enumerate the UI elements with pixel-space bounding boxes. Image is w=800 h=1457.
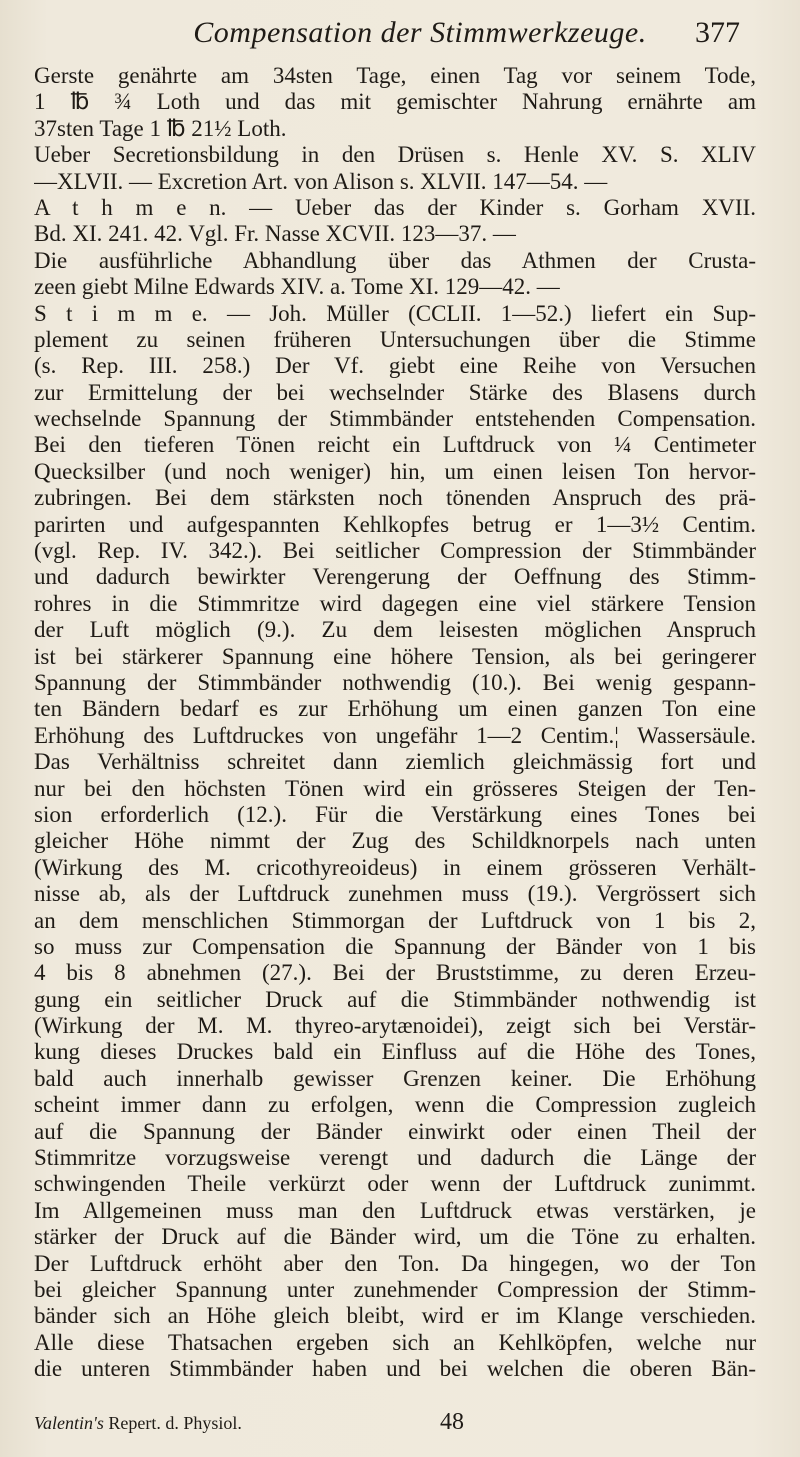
text-line: Die ausführliche Abhandlung über das Athmen der Crusta- bbox=[34, 247, 756, 273]
text-line: rohres in die Stimmritze wird dagegen eine viel stärkere Tension bbox=[34, 590, 756, 616]
text-line: nur bei den höchsten Tönen wird ein grösseres Steigen der Ten- bbox=[34, 775, 756, 801]
text-line: sion erforderlich (12.). Für die Verstärkung eines Tones bei bbox=[34, 801, 756, 827]
body-text bbox=[34, 63, 756, 1383]
text-line: wechselnde Spannung der Stimmbänder entstehenden Compensation. bbox=[34, 406, 756, 432]
text-line: gleicher Höhe nimmt der Zug des Schildknorpels nach unten bbox=[34, 828, 756, 854]
text-line: 1 ℔ ¾ Loth und das mit gemischter Nahrung ernährte am bbox=[34, 89, 756, 115]
text-line: die unteren Stimmbänder haben und bei welchen die oberen Bän- bbox=[34, 1356, 756, 1382]
text-line: schwingenden Theile verkürzt oder wenn der Luftdruck zunimmt. bbox=[34, 1171, 756, 1197]
text-line: (Wirkung des M. cricothyreoideus) in einem grösseren Verhält- bbox=[34, 854, 756, 880]
text-line: nisse ab, als der Luftdruck zunehmen muss (19.). Vergrössert sich bbox=[34, 881, 756, 907]
signature-mark: 48 bbox=[440, 1409, 464, 1435]
text-line: 37sten Tage 1 ℔ 21½ Loth. bbox=[34, 115, 287, 141]
page-footer bbox=[34, 1409, 756, 1443]
text-line: bei gleicher Spannung unter zunehmender Compression der Stimm- bbox=[34, 1276, 756, 1302]
text-line: stärker der Druck auf die Bänder wird, um die Töne zu erhalten. bbox=[34, 1224, 756, 1250]
text-line: (s. Rep. III. 258.) Der Vf. giebt eine Reihe von Versuchen bbox=[34, 353, 756, 379]
text-line: Quecksilber (und noch weniger) hin, um einen leisen Ton hervor- bbox=[34, 458, 756, 484]
text-line: zur Ermittelung der bei wechselnder Stärke des Blasens durch bbox=[34, 379, 756, 405]
text-line: Bei den tieferen Tönen reicht ein Luftdruck von ¼ Centimeter bbox=[34, 432, 756, 458]
text-line: Erhöhung des Luftdruckes von ungefähr 1—2 Centim.¦ Wassersäule. bbox=[34, 722, 756, 748]
text-line: auf die Spannung der Bänder einwirkt oder einen Theil der bbox=[34, 1118, 756, 1144]
text-line: A t h m e n. — Ueber das der Kinder s. Gorham XVII. bbox=[34, 194, 756, 220]
text-line: bänder sich an Höhe gleich bleibt, wird er im Klange verschieden. bbox=[34, 1303, 756, 1329]
footer-journal: Repert. d. Physiol. bbox=[103, 1413, 242, 1433]
text-line: Gerste genährte am 34sten Tage, einen Tag vor seinem Tode, bbox=[34, 63, 756, 88]
text-line: S t i m m e. — Joh. Müller (CCLII. 1—52.) liefert ein Sup- bbox=[34, 300, 756, 326]
text-line: und dadurch bewirkter Verengerung der Oeffnung des Stimm- bbox=[34, 564, 756, 590]
text-line: der Luft möglich (9.). Zu dem leisesten möglichen Anspruch bbox=[34, 617, 756, 643]
text-line: bald auch innerhalb gewisser Grenzen keiner. Die Erhöhung bbox=[34, 1065, 756, 1091]
text-line: zubringen. Bei dem stärksten noch tönenden Anspruch des prä- bbox=[34, 485, 756, 511]
text-line: ist bei stärkerer Spannung eine höhere Tension, als bei geringerer bbox=[34, 643, 756, 669]
text-line: 4 bis 8 abnehmen (27.). Bei der Bruststimme, zu deren Erzeu- bbox=[34, 960, 756, 986]
text-line: kung dieses Druckes bald ein Einfluss auf die Höhe des Tones, bbox=[34, 1039, 756, 1065]
text-line: gung ein seitlicher Druck auf die Stimmbänder nothwendig ist bbox=[34, 986, 756, 1012]
text-line: an dem menschlichen Stimmorgan der Luftdruck von 1 bis 2, bbox=[34, 907, 756, 933]
text-line: ten Bändern bedarf es zur Erhöhung um einen ganzen Ton eine bbox=[34, 696, 756, 722]
text-line: scheint immer dann zu erfolgen, wenn die Compression zugleich bbox=[34, 1092, 756, 1118]
text-line: (Wirkung der M. M. thyreo-arytænoidei), zeigt sich bei Verstär- bbox=[34, 1013, 756, 1039]
running-title: Compensation der Stimmwerkzeuge. bbox=[193, 16, 647, 49]
text-line: zeen giebt Milne Edwards XIV. a. Tome XI. 129—42. — bbox=[34, 274, 560, 300]
text-line: Stimmritze vorzugsweise verengt und dadurch die Länge der bbox=[34, 1145, 756, 1171]
text-line: Der Luftdruck erhöht aber den Ton. Da hingegen, wo der Ton bbox=[34, 1250, 756, 1276]
text-line: plement zu seinen früheren Untersuchungen über die Stimme bbox=[34, 326, 756, 352]
footer-author: Valentin's bbox=[34, 1413, 104, 1433]
text-line: Ueber Secretionsbildung in den Drüsen s. Henle XV. S. XLIV bbox=[34, 142, 756, 168]
text-line: Das Verhältniss schreitet dann ziemlich gleichmässig fort und bbox=[34, 749, 756, 775]
text-line: Alle diese Thatsachen ergeben sich an Kehlköpfen, welche nur bbox=[34, 1329, 756, 1355]
text-line: (vgl. Rep. IV. 342.). Bei seitlicher Compression der Stimmbänder bbox=[34, 538, 756, 564]
text-line: so muss zur Compensation die Spannung der Bänder von 1 bis bbox=[34, 933, 756, 959]
text-line: Im Allgemeinen muss man den Luftdruck etwas verstärken, je bbox=[34, 1197, 756, 1223]
footer-imprint bbox=[34, 1413, 242, 1434]
page-number: 377 bbox=[695, 16, 740, 49]
text-line: Spannung der Stimmbänder nothwendig (10.). Bei wenig gespann- bbox=[34, 669, 756, 695]
page-header bbox=[100, 14, 740, 58]
text-line: —XLVII. — Excretion Art. von Alison s. XLVII. 147—54. — bbox=[34, 168, 608, 194]
text-line: Bd. XI. 241. 42. Vgl. Fr. Nasse XCVII. 123—37. — bbox=[34, 221, 516, 247]
text-line: parirten und aufgespannten Kehlkopfes betrug er 1—3½ Centim. bbox=[34, 511, 756, 537]
